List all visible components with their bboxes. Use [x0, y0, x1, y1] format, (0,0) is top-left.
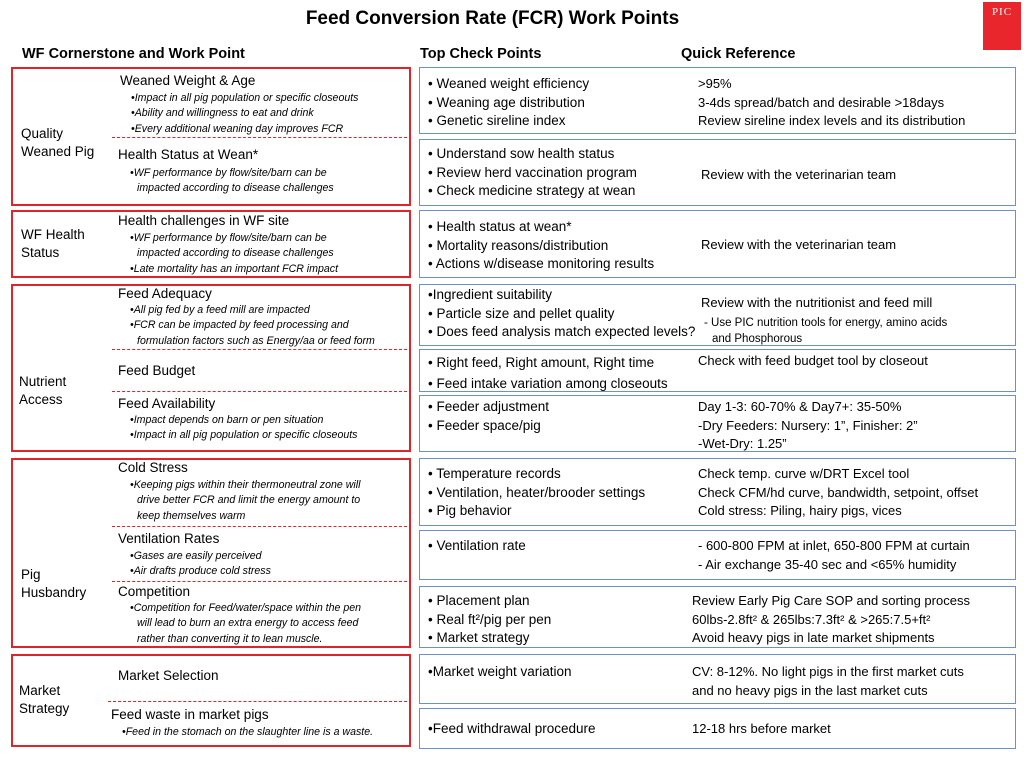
- page-title: Feed Conversion Rate (FCR) Work Points: [305, 8, 680, 29]
- quality-check-2: • Understand sow health status • Review herd vaccination program • Check medicine strategy at wean: [428, 146, 637, 198]
- market-ref-2: 12-18 hrs before market: [692, 721, 831, 736]
- wp-weaned-weight-age: Weaned Weight & Age: [120, 73, 256, 88]
- market-label: Market Strategy: [19, 683, 70, 716]
- market-ref-1: CV: 8-12%. No light pigs in the first market cuts and no heavy pigs in the last market cuts: [692, 664, 964, 698]
- market-check-2: •Feed withdrawal procedure: [428, 721, 596, 736]
- wp-competition: Competition: [118, 584, 191, 599]
- husbandry-check-2: • Ventilation rate: [428, 538, 526, 553]
- wp-cold-stress-notes: •Keeping pigs within their thermoneutral zone will drive better FCR and limit the energy amount to keep themselves warm: [130, 479, 361, 522]
- wp-feed-availability-notes: •Impact depends on barn or pen situation •Impact in all pig population or specific closeouts: [130, 414, 358, 442]
- divider: [112, 137, 407, 138]
- wp-ventilation-rates: Ventilation Rates: [118, 531, 220, 546]
- wp-health-challenges-notes: •WF performance by flow/site/barn can be impacted according to disease challenges •Late mortality has an important FCR impact: [130, 232, 339, 275]
- health-check-1: • Health status at wean* • Mortality reasons/distribution • Actions w/disease monitoring results: [428, 219, 655, 271]
- wp-feed-budget: Feed Budget: [118, 363, 196, 378]
- wp-health-status-wean: Health Status at Wean*: [118, 147, 259, 162]
- divider: [112, 581, 407, 582]
- husbandry-check-1: • Temperature records • Ventilation, heater/brooder settings • Pig behavior: [428, 466, 646, 518]
- header-top-check: Top Check Points: [420, 46, 542, 62]
- wp-health-challenges: Health challenges in WF site: [118, 213, 290, 228]
- nutrient-ref-1-detail: - Use PIC nutrition tools for energy, amino acids and Phosphorous: [704, 317, 948, 345]
- wp-feed-adequacy: Feed Adequacy: [118, 286, 212, 301]
- husbandry-ref-1: Check temp. curve w/DRT Excel tool Check CFM/hd curve, bandwidth, setpoint, offset Cold stress: Piling, hairy pigs, vices: [698, 466, 979, 518]
- divider: [112, 526, 407, 527]
- husbandry-check-3: • Placement plan • Real ft²/pig per pen • Market strategy: [428, 593, 552, 645]
- wp-ventilation-rates-notes: •Gases are easily perceived •Air drafts produce cold stress: [130, 550, 271, 578]
- nutrient-label: Nutrient Access: [19, 374, 67, 407]
- husbandry-ref-3: Review Early Pig Care SOP and sorting process 60lbs-2.8ft² & 265lbs:7.3ft² & >265:7.5+ft² Avoid heavy pigs in late market shipments: [692, 593, 970, 645]
- wp-weaned-weight-age-notes: •Impact in all pig population or specific closeouts •Ability and willingness to eat and drink •Every additional weaning day improves FCR: [131, 92, 359, 135]
- market-check-1: •Market weight variation: [428, 664, 572, 679]
- wp-feed-waste: Feed waste in market pigs: [111, 707, 269, 722]
- husbandry-ref-2: - 600-800 FPM at inlet, 650-800 FPM at curtain - Air exchange 35-40 sec and <65% humidity: [698, 538, 970, 572]
- nutrient-ref-3: Day 1-3: 60-70% & Day7+: 35-50% -Dry Feeders: Nursery: 1”, Finisher: 2” -Wet-Dry: 1.25”: [698, 399, 918, 451]
- nutrient-check-2: • Right feed, Right amount, Right time • Feed intake variation among closeouts: [428, 355, 668, 391]
- health-ref-1: Review with the veterinarian team: [701, 237, 897, 252]
- divider: [112, 349, 407, 350]
- quality-check-1: • Weaned weight efficiency • Weaning age distribution • Genetic sireline index: [428, 76, 590, 128]
- divider: [112, 391, 407, 392]
- wp-health-status-wean-notes: •WF performance by flow/site/barn can be impacted according to disease challenges: [130, 167, 334, 195]
- pic-logo: PIC: [983, 2, 1021, 50]
- nutrient-ref-1: Review with the nutritionist and feed mill: [701, 295, 933, 310]
- nutrient-check-3: • Feeder adjustment • Feeder space/pig: [428, 399, 550, 433]
- wp-feed-availability: Feed Availability: [118, 396, 216, 411]
- wp-feed-adequacy-notes: •All pig fed by a feed mill are impacted •FCR can be impacted by feed processing and formulation factors such as Energy/aa or feed form: [130, 304, 375, 347]
- health-label: WF Health Status: [21, 227, 85, 260]
- wp-competition-notes: •Competition for Feed/water/space within the pen will lead to burn an extra energy to access feed rather than converting it to lean muscle.: [130, 602, 362, 645]
- wp-feed-waste-notes: •Feed in the stomach on the slaughter line is a waste.: [122, 726, 374, 738]
- header-cornerstone: WF Cornerstone and Work Point: [22, 46, 245, 62]
- header-quick-ref: Quick Reference: [681, 46, 796, 62]
- husbandry-label: Pig Husbandry: [21, 567, 87, 600]
- divider: [108, 701, 407, 702]
- quality-ref-1: >95% 3-4ds spread/batch and desirable >18days Review sireline index levels and its distribution: [698, 76, 966, 128]
- nutrient-check-1: •Ingredient suitability • Particle size and pellet quality • Does feed analysis match expected levels?: [428, 287, 696, 339]
- quality-ref-2: Review with the veterinarian team: [701, 167, 897, 182]
- wp-market-selection: Market Selection: [118, 668, 219, 683]
- wp-cold-stress: Cold Stress: [118, 460, 188, 475]
- nutrient-ref-2: Check with feed budget tool by closeout: [698, 353, 928, 368]
- quality-label: Quality Weaned Pig: [21, 126, 95, 159]
